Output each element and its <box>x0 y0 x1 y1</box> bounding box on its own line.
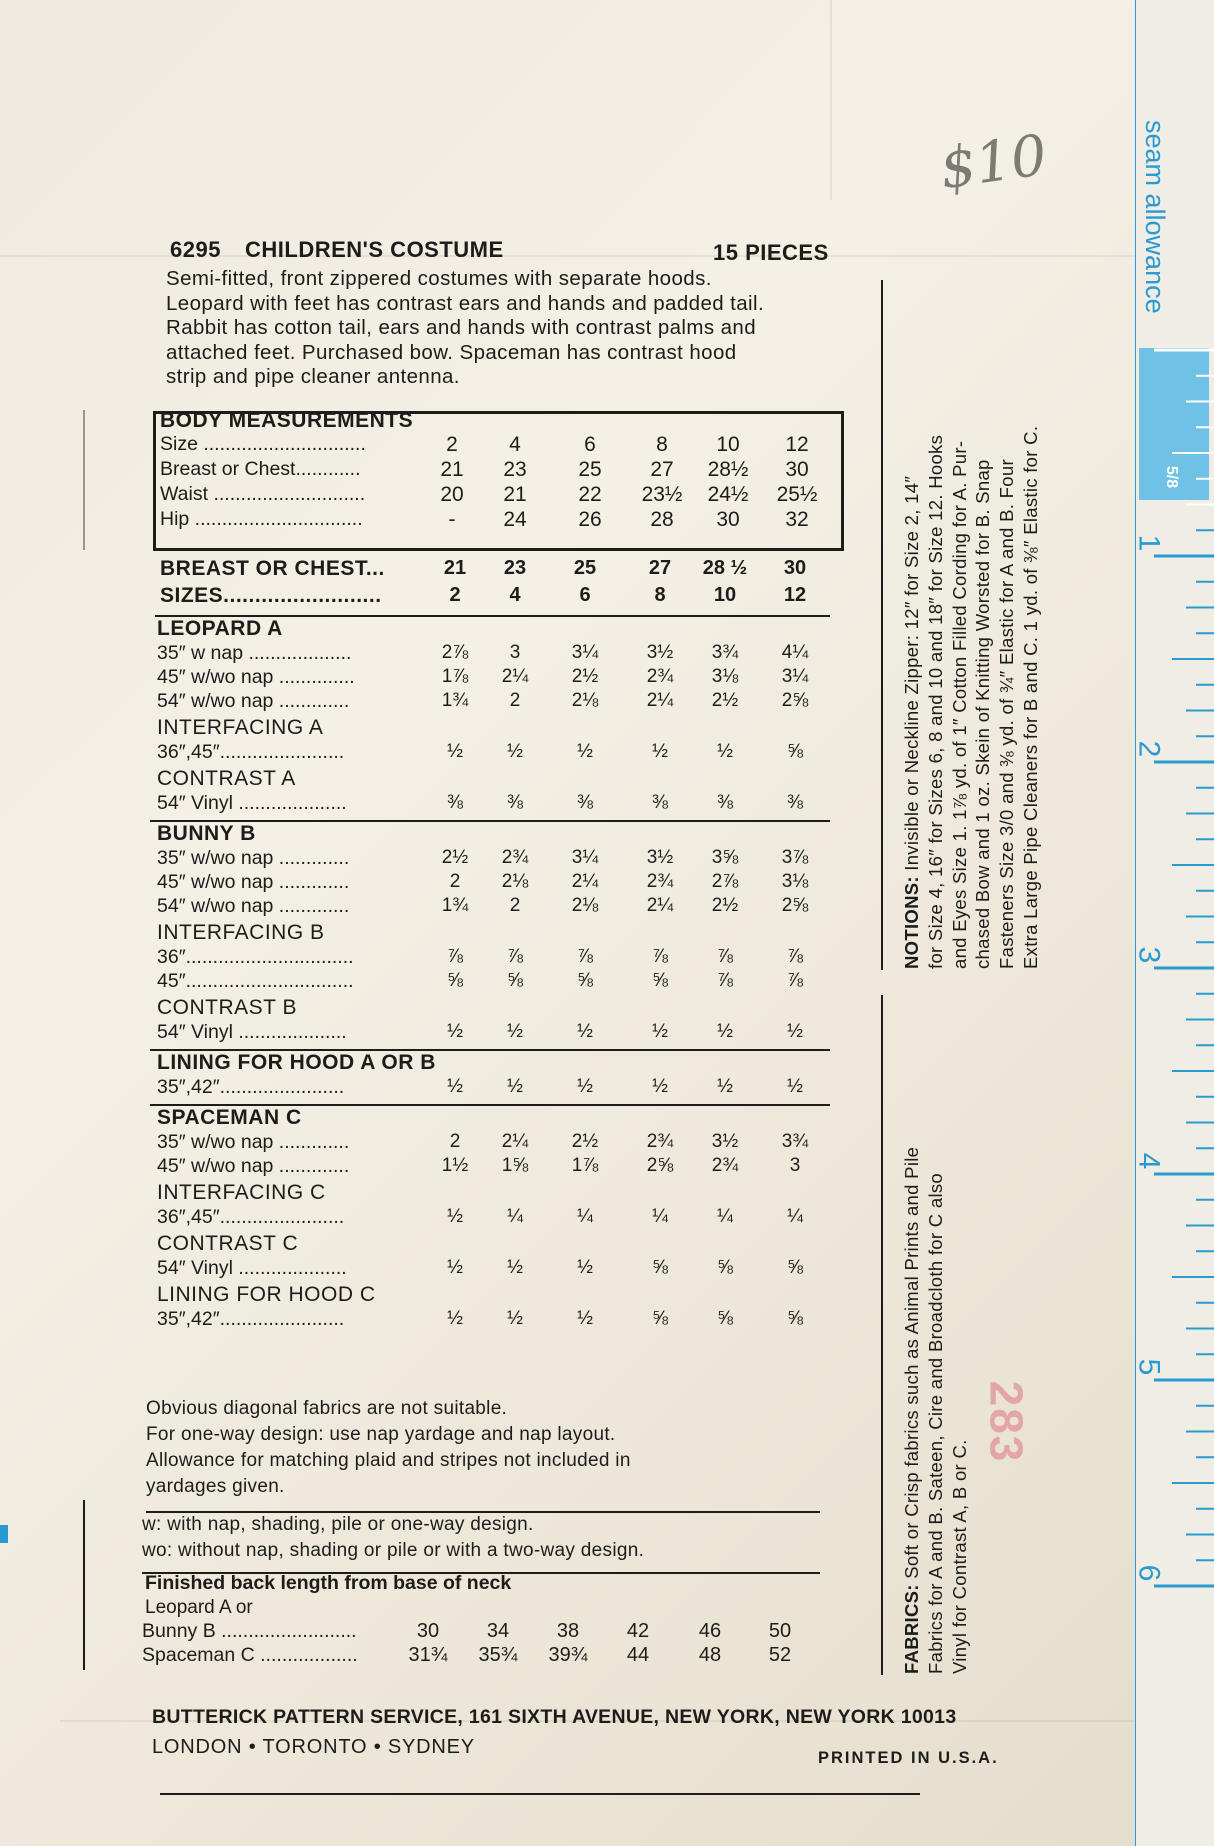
section-title: CONTRAST C <box>157 1232 299 1255</box>
row-label: 36″............................... <box>157 946 354 968</box>
row-value: 2½ <box>441 847 469 868</box>
row-value: ⅜ <box>447 792 463 813</box>
row-value: ⅞ <box>577 946 593 967</box>
row-value: 2½ <box>571 1131 599 1152</box>
row-value: ⅞ <box>787 970 803 991</box>
row-value: 2¼ <box>571 871 599 892</box>
row-label: 45″............................... <box>157 970 354 992</box>
row-value: 3½ <box>646 847 674 868</box>
row-value: 2¼ <box>501 666 529 687</box>
fabrics-text: FABRICS: Soft or Crisp fabrics such as Animal Prints and Pile Fabrics for A and B. Sateen, Cire and Broadcloth for C also Vinyl for Contrast A, B or C. <box>901 1146 970 1674</box>
row-value: ½ <box>577 741 593 762</box>
row-value: 28 <box>650 508 674 531</box>
row-value: ⅞ <box>717 946 733 967</box>
row-value: 30 <box>416 1620 440 1642</box>
row-label: 45″ w/wo nap ............. <box>157 1155 350 1177</box>
row-value: 3⅛ <box>781 871 809 892</box>
section-title: LINING FOR HOOD A OR B <box>157 1051 436 1074</box>
notions-text: NOTIONS: Invisible or Neckline Zipper: 12″ for Size 2, 14″ for Size 4, 16″ for Sizes 6, 8 and 10 and 18″ for Size 12. Hooks and Eyes Size 1. 1⅞ yd. of 1″ Cotton Filled Cording for A. Pur- chased Bow and 1 oz. Skein of Knitting Worsted for B. Snap Fasteners Size 3/0 and ⅜ yd. of ¾″ Elastic for A and B. Four Extra Large Pipe Cleaners for B and C. 1 yd. of ⅜″ Elastic for C. <box>901 425 1041 969</box>
row-value: 2 <box>449 1131 461 1152</box>
row-value: 2 <box>449 871 461 892</box>
row-value: ½ <box>577 1257 593 1278</box>
row-value: 3½ <box>646 642 674 663</box>
row-value: ⅝ <box>652 1257 668 1278</box>
row-value: 3⅞ <box>781 847 809 868</box>
ruler-number: 4 <box>1132 1152 1166 1170</box>
row-value: 25½ <box>776 483 818 506</box>
row-value: ½ <box>507 1021 523 1042</box>
row-label: Spaceman C .................. <box>142 1644 358 1666</box>
row-value: 3 <box>789 1155 801 1176</box>
row-value: ½ <box>577 1308 593 1329</box>
section-title: INTERFACING A <box>157 716 324 739</box>
ruler-number: 1 <box>1132 534 1166 552</box>
row-value: ⅝ <box>787 741 803 762</box>
row-value: 4 <box>509 584 521 606</box>
row-value: ½ <box>447 1076 463 1097</box>
row-value: 2¾ <box>646 871 674 892</box>
row-value: 3¾ <box>711 642 739 663</box>
row-label: Hip ............................... <box>160 508 363 530</box>
row-value: ⅞ <box>652 946 668 967</box>
notions-rule <box>881 280 883 970</box>
row-value: 3¼ <box>571 642 599 663</box>
row-value: ⅞ <box>447 946 463 967</box>
row-value: 23 <box>503 557 527 579</box>
row-value: 2¼ <box>646 690 674 711</box>
row-value: 2½ <box>711 895 739 916</box>
finished-length-leopard-label: Leopard A or <box>145 1597 253 1618</box>
row-value: ⅝ <box>507 970 523 991</box>
row-value: 25 <box>573 557 597 579</box>
ruler-number: 3 <box>1132 946 1166 964</box>
row-value: ⅝ <box>787 1308 803 1329</box>
row-value: 3½ <box>711 1131 739 1152</box>
row-value: ½ <box>577 1076 593 1097</box>
row-label: Waist ............................ <box>160 483 366 505</box>
row-value: ½ <box>652 1076 668 1097</box>
row-value: 2½ <box>571 666 599 687</box>
row-value: 30 <box>783 557 807 579</box>
row-value: 3¼ <box>781 666 809 687</box>
row-value: 2 <box>446 433 458 456</box>
row-label: BREAST OR CHEST... <box>160 557 385 580</box>
row-value: 22 <box>578 483 602 506</box>
section-title: CONTRAST A <box>157 767 296 790</box>
row-value: 25 <box>578 458 602 481</box>
publisher-cities: LONDON • TORONTO • SYDNEY <box>152 1736 475 1758</box>
pattern-number: 6295 <box>170 237 221 262</box>
row-value: 26 <box>578 508 602 531</box>
row-value: ½ <box>447 1257 463 1278</box>
row-label: Size .............................. <box>160 433 366 455</box>
section-title: LEOPARD A <box>157 617 283 640</box>
row-value: 2⅞ <box>711 871 739 892</box>
row-value: ⅜ <box>652 792 668 813</box>
row-value: 2 <box>509 690 521 711</box>
row-value: ½ <box>787 1076 803 1097</box>
row-value: ⅝ <box>652 970 668 991</box>
row-value: 21 <box>443 557 467 579</box>
row-value: ¼ <box>577 1206 593 1227</box>
seam-allowance-label: seam allowance <box>1140 120 1170 314</box>
row-value: ¼ <box>652 1206 668 1227</box>
row-value: - <box>448 508 456 531</box>
row-label: 35″ w/wo nap ............. <box>157 847 350 869</box>
row-value: ⅞ <box>507 946 523 967</box>
row-value: 39¾ <box>548 1644 588 1666</box>
row-value: 6 <box>579 584 591 606</box>
row-value: ½ <box>507 1076 523 1097</box>
row-value: ¼ <box>787 1206 803 1227</box>
row-value: 3 <box>509 642 521 663</box>
stamp-number: 283 <box>980 1380 1033 1464</box>
row-label: 36″,45″....................... <box>157 741 345 763</box>
row-value: ⅞ <box>717 970 733 991</box>
margin-mark <box>83 1500 85 1670</box>
row-value: ⅜ <box>717 792 733 813</box>
row-value: 3¼ <box>571 847 599 868</box>
row-value: ½ <box>507 1308 523 1329</box>
fold-crease <box>830 0 832 200</box>
row-label: 45″ w/wo nap .............. <box>157 666 355 688</box>
row-value: 30 <box>785 458 809 481</box>
row-value: 2⅝ <box>781 895 809 916</box>
row-label: 54″ Vinyl .................... <box>157 1021 347 1043</box>
row-value: 38 <box>556 1620 580 1642</box>
row-value: 48 <box>698 1644 722 1666</box>
row-value: 2⅝ <box>646 1155 674 1176</box>
row-value: 3⅛ <box>711 666 739 687</box>
row-value: 1⅝ <box>501 1155 529 1176</box>
section-title: SPACEMAN C <box>157 1106 302 1129</box>
row-value: 12 <box>783 584 807 606</box>
row-value: 2½ <box>711 690 739 711</box>
row-label: 35″,42″....................... <box>157 1076 345 1098</box>
row-label: 35″,42″....................... <box>157 1308 345 1330</box>
row-value: ⅜ <box>787 792 803 813</box>
row-value: ½ <box>652 741 668 762</box>
row-label: 54″ w/wo nap ............. <box>157 895 350 917</box>
row-label: Bunny B ......................... <box>142 1620 357 1642</box>
row-value: ⅝ <box>787 1257 803 1278</box>
row-value: 28½ <box>707 458 749 481</box>
row-value: 44 <box>626 1644 650 1666</box>
row-value: 31¾ <box>408 1644 448 1666</box>
nap-legend: w: with nap, shading, pile or one-way design. wo: without nap, shading or pile or with a two-way design. <box>142 1514 645 1561</box>
row-value: ⅝ <box>447 970 463 991</box>
row-value: ½ <box>507 1257 523 1278</box>
row-value: ½ <box>787 1021 803 1042</box>
row-label: SIZES......................... <box>160 584 382 607</box>
row-value: 1¾ <box>441 690 469 711</box>
pattern-title: CHILDREN'S COSTUME <box>245 237 504 262</box>
piece-count: 15 PIECES <box>713 240 829 265</box>
row-value: ½ <box>447 741 463 762</box>
row-value: 2⅛ <box>571 895 599 916</box>
row-value: 3¾ <box>781 1131 809 1152</box>
row-value: 4¼ <box>781 642 809 663</box>
row-label: 54″ Vinyl .................... <box>157 1257 347 1279</box>
row-value: 50 <box>768 1620 792 1642</box>
section-title: BUNNY B <box>157 822 256 845</box>
row-value: 2⅞ <box>441 642 469 663</box>
row-value: 2⅛ <box>571 690 599 711</box>
row-value: ½ <box>577 1021 593 1042</box>
ruler-fraction: 5/8 <box>1163 465 1181 489</box>
row-value: 8 <box>656 433 668 456</box>
row-value: ¼ <box>717 1206 733 1227</box>
section-title: CONTRAST B <box>157 996 297 1019</box>
row-value: 12 <box>785 433 809 456</box>
row-value: 21 <box>503 483 527 506</box>
row-label: 35″ w nap ................... <box>157 642 352 664</box>
row-label: 54″ w/wo nap ............. <box>157 690 350 712</box>
row-value: ⅜ <box>507 792 523 813</box>
row-value: 23 <box>503 458 527 481</box>
pencil-price-mark: $10 <box>935 122 1051 203</box>
row-value: ½ <box>507 741 523 762</box>
body-measurements-heading: BODY MEASUREMENTS <box>160 409 414 432</box>
row-label: 35″ w/wo nap ............. <box>157 1131 350 1153</box>
row-value: ½ <box>652 1021 668 1042</box>
row-value: ½ <box>447 1308 463 1329</box>
row-value: 20 <box>440 483 464 506</box>
row-value: 3⅝ <box>711 847 739 868</box>
finished-length-heading: Finished back length from base of neck <box>145 1572 512 1594</box>
row-value: ½ <box>717 1076 733 1097</box>
ruler-number: 5 <box>1132 1358 1166 1376</box>
row-value: 6 <box>584 433 596 456</box>
row-value: 2¼ <box>646 895 674 916</box>
blue-edge-mark <box>0 1525 8 1543</box>
footer-rule <box>160 1793 920 1795</box>
row-value: 1¾ <box>441 895 469 916</box>
row-value: 1⅞ <box>441 666 469 687</box>
printed-in: PRINTED IN U.S.A. <box>818 1749 999 1767</box>
margin-mark <box>83 410 85 550</box>
description: Semi-fitted, front zippered costumes with separate hoods. Leopard with feet has contrast ears and hands and padded tail. Rabbit has cotton tail, ears and hands with contrast palms and attached feet. Purchased bow. Spaceman has contrast hood strip and pipe cleaner antenna. <box>166 267 765 389</box>
row-value: ½ <box>717 1021 733 1042</box>
row-value: ⅞ <box>787 946 803 967</box>
ruler-number: 2 <box>1132 740 1166 758</box>
row-value: 21 <box>440 458 464 481</box>
row-value: 10 <box>716 433 740 456</box>
row-label: 45″ w/wo nap ............. <box>157 871 350 893</box>
row-value: 30 <box>716 508 740 531</box>
row-value: ⅝ <box>717 1308 733 1329</box>
row-value: 34 <box>486 1620 510 1642</box>
row-value: 4 <box>509 433 521 456</box>
row-value: 2¾ <box>646 666 674 687</box>
row-value: 46 <box>698 1620 722 1642</box>
row-value: 32 <box>785 508 809 531</box>
row-value: ¼ <box>507 1206 523 1227</box>
row-value: ½ <box>447 1021 463 1042</box>
publisher-address: BUTTERICK PATTERN SERVICE, 161 SIXTH AVENUE, NEW YORK, NEW YORK 10013 <box>152 1706 957 1728</box>
row-value: 1⅞ <box>571 1155 599 1176</box>
row-value: 10 <box>713 584 737 606</box>
row-label: Breast or Chest............ <box>160 458 361 480</box>
row-value: 2¾ <box>646 1131 674 1152</box>
row-value: 2⅛ <box>501 871 529 892</box>
row-value: 2¾ <box>501 847 529 868</box>
row-value: 2 <box>509 895 521 916</box>
ruler-number: 6 <box>1132 1564 1166 1582</box>
row-value: 2 <box>449 584 461 606</box>
row-value: 27 <box>648 557 672 579</box>
row-value: 24½ <box>707 483 749 506</box>
row-value: 2¼ <box>501 1131 529 1152</box>
row-value: ½ <box>717 741 733 762</box>
fabric-notes: Obvious diagonal fabrics are not suitable. For one-way design: use nap yardage and nap layout. Allowance for matching plaid and stripes not included in yardages given. <box>146 1398 631 1497</box>
row-value: 42 <box>626 1620 650 1642</box>
row-value: ⅝ <box>717 1257 733 1278</box>
row-value: ⅝ <box>577 970 593 991</box>
row-value: 8 <box>654 584 666 606</box>
row-value: ⅝ <box>652 1308 668 1329</box>
row-value: 2⅝ <box>781 690 809 711</box>
section-title: INTERFACING B <box>157 921 325 944</box>
row-value: ½ <box>447 1206 463 1227</box>
row-value: 24 <box>503 508 527 531</box>
row-value: ⅜ <box>577 792 593 813</box>
row-value: 23½ <box>641 483 683 506</box>
row-value: 35¾ <box>478 1644 518 1666</box>
fabrics-rule <box>881 995 883 1675</box>
row-label: 54″ Vinyl .................... <box>157 792 347 814</box>
section-title: INTERFACING C <box>157 1181 326 1204</box>
row-value: 52 <box>768 1644 792 1666</box>
row-value: 1½ <box>441 1155 469 1176</box>
row-label: 36″,45″....................... <box>157 1206 345 1228</box>
row-value: 28 ½ <box>702 557 748 579</box>
row-value: 2¾ <box>711 1155 739 1176</box>
row-value: 27 <box>650 458 674 481</box>
section-title: LINING FOR HOOD C <box>157 1283 376 1306</box>
